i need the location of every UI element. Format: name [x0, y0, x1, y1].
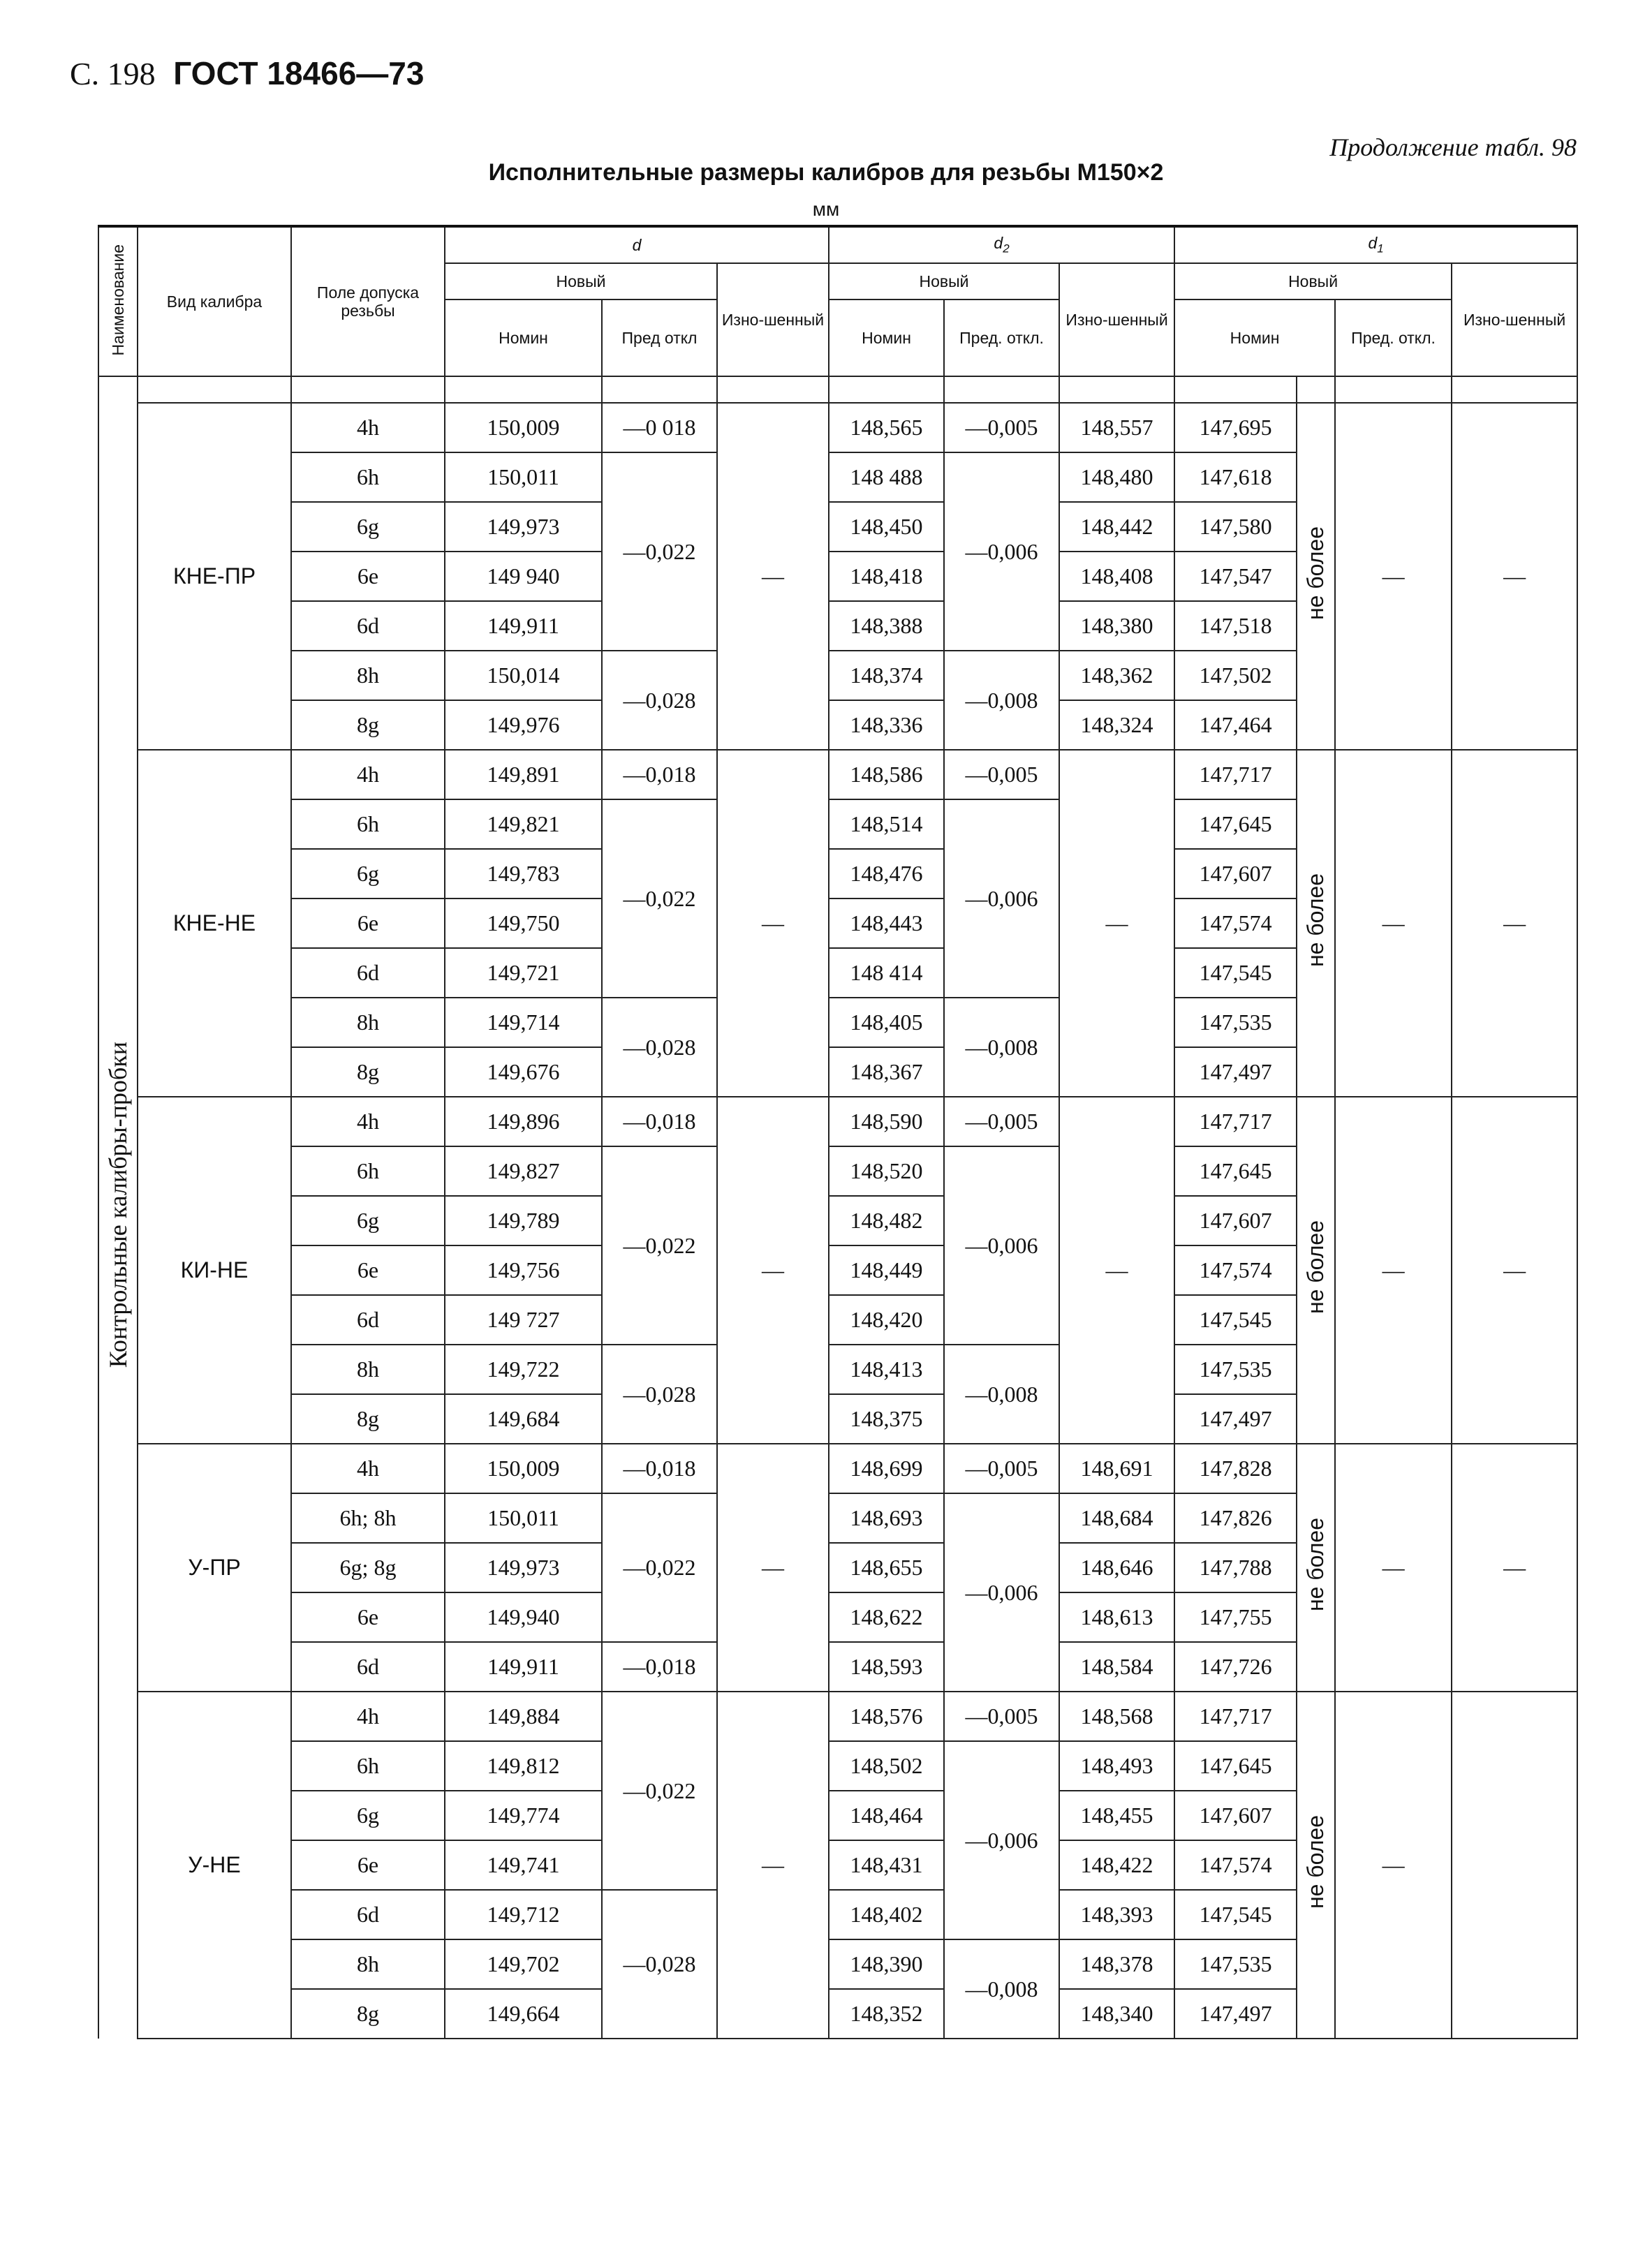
- not-more-note: [1297, 1444, 1335, 1692]
- d2-deviation: —0,008: [944, 998, 1059, 1097]
- table-row: [98, 1097, 1577, 1146]
- d1-worn: —: [1452, 403, 1577, 750]
- d-deviation: —0,028: [602, 651, 717, 750]
- d2-nominal-header: Номин: [829, 300, 944, 376]
- group-name-cell: [98, 376, 138, 2039]
- d2-subscript: 2: [1003, 242, 1010, 256]
- d2-nominal: 148,593: [829, 1642, 944, 1692]
- d-nominal: 149,789: [445, 1196, 602, 1245]
- d2-deviation: —0,008: [944, 651, 1059, 750]
- d2-nominal: 148,476: [829, 849, 944, 899]
- d1-deviation: —: [1335, 750, 1452, 1097]
- not-more-note: [1297, 1692, 1335, 2039]
- d-deviation: —0,028: [602, 1345, 717, 1444]
- d2-nominal: 148,520: [829, 1146, 944, 1196]
- d-deviation: —0,018: [602, 1642, 717, 1692]
- d2-worn: 148,480: [1059, 452, 1174, 502]
- spacer-cell: [1335, 376, 1452, 403]
- table-head: [98, 226, 1577, 376]
- d-nominal: 150,011: [445, 1493, 602, 1543]
- d1-new-header: Новый: [1174, 263, 1452, 300]
- not-more-label: не более: [1303, 1518, 1329, 1612]
- d2-deviation: —0,006: [944, 1493, 1059, 1692]
- d-nominal: 149 940: [445, 552, 602, 601]
- tolerance-field: 6d: [291, 1890, 445, 1939]
- tolerance-field: 4h: [291, 403, 445, 452]
- tolerance-field: 8g: [291, 1394, 445, 1444]
- d2-worn: 148,691: [1059, 1444, 1174, 1493]
- d2-worn: 148,568: [1059, 1692, 1174, 1741]
- d1-deviation: —: [1335, 1692, 1452, 2039]
- d2-nominal: 148,565: [829, 403, 944, 452]
- tolerance-field: 8h: [291, 1939, 445, 1989]
- d2-worn: 148,380: [1059, 601, 1174, 651]
- gauge-type: У-ПР: [138, 1444, 291, 1692]
- table-row: [98, 1444, 1577, 1493]
- col-gauge-type-header: Вид калибра: [138, 226, 291, 376]
- spacer-cell: [1297, 376, 1335, 403]
- d-deviation: —0,028: [602, 998, 717, 1097]
- not-more-label: не более: [1303, 1815, 1329, 1909]
- d2-symbol: d: [994, 234, 1003, 253]
- d-nominal: 149,741: [445, 1840, 602, 1890]
- d1-symbol: d: [1368, 234, 1378, 253]
- standard-number: ГОСТ 18466—73: [173, 55, 425, 91]
- d-nominal: 149,884: [445, 1692, 602, 1741]
- spacer-cell: [829, 376, 944, 403]
- d-nominal: 149,973: [445, 502, 602, 552]
- table-row: [98, 750, 1577, 799]
- d2-worn: 148,646: [1059, 1543, 1174, 1592]
- d-deviation-header: Пред откл: [602, 300, 717, 376]
- d-nominal: 149,976: [445, 700, 602, 750]
- tolerance-field: 6e: [291, 1592, 445, 1642]
- d1-nominal: 147,580: [1174, 502, 1297, 552]
- d-nominal: 149,821: [445, 799, 602, 849]
- tolerance-field: 6e: [291, 1245, 445, 1295]
- not-more-note: [1297, 1097, 1335, 1444]
- d2-deviation: —0,008: [944, 1345, 1059, 1444]
- d-deviation: —0,018: [602, 1444, 717, 1493]
- group-name: Контрольные калибры-пробки: [104, 1042, 132, 1368]
- d1-nominal: 147,717: [1174, 1692, 1297, 1741]
- d-nominal: 149,684: [445, 1394, 602, 1444]
- d1-nominal: 147,695: [1174, 403, 1297, 452]
- d-nominal: 149,676: [445, 1047, 602, 1097]
- d2-nominal: 148,375: [829, 1394, 944, 1444]
- d1-nominal: 147,618: [1174, 452, 1297, 502]
- d-nominal-header: Номин: [445, 300, 602, 376]
- d1-nominal: 147,726: [1174, 1642, 1297, 1692]
- table-row: [98, 403, 1577, 452]
- gauge-type: У-НЕ: [138, 1692, 291, 2039]
- d1-nominal: 147,607: [1174, 1791, 1297, 1840]
- d2-deviation: —0,005: [944, 750, 1059, 799]
- d2-worn: 148,442: [1059, 502, 1174, 552]
- d-nominal: 149,712: [445, 1890, 602, 1939]
- tolerance-field: 6d: [291, 1642, 445, 1692]
- d2-worn: 148,362: [1059, 651, 1174, 700]
- d1-nominal: 147,645: [1174, 1146, 1297, 1196]
- d1-nominal-header: Номин: [1174, 300, 1335, 376]
- page-number: С. 198: [70, 56, 156, 91]
- d2-deviation: —0,005: [944, 1692, 1059, 1741]
- d1-worn: —: [1452, 1097, 1577, 1444]
- spacer-cell: [291, 376, 445, 403]
- d2-deviation: —0,008: [944, 1939, 1059, 2039]
- d2-worn: 148,613: [1059, 1592, 1174, 1642]
- d2-nominal: 148,590: [829, 1097, 944, 1146]
- tolerance-field: 6g: [291, 1196, 445, 1245]
- d2-worn: 148,324: [1059, 700, 1174, 750]
- d2-nominal: 148,420: [829, 1295, 944, 1345]
- tolerance-field: 6d: [291, 1295, 445, 1345]
- d1-nominal: 147,826: [1174, 1493, 1297, 1543]
- d2-nominal: 148,374: [829, 651, 944, 700]
- not-more-note: [1297, 403, 1335, 750]
- tolerance-field: 6g: [291, 502, 445, 552]
- d-nominal: 149,827: [445, 1146, 602, 1196]
- d1-nominal: 147,535: [1174, 998, 1297, 1047]
- d1-worn-header: Изно-шенный: [1452, 263, 1577, 376]
- d1-nominal: 147,545: [1174, 948, 1297, 998]
- d-worn-header: Изно-шенный: [717, 263, 829, 376]
- tolerance-field: 4h: [291, 1444, 445, 1493]
- d2-deviation: —0,006: [944, 1146, 1059, 1345]
- d2-nominal: 148 414: [829, 948, 944, 998]
- d-nominal: 149,750: [445, 899, 602, 948]
- d1-nominal: 147,574: [1174, 1245, 1297, 1295]
- d2-worn: 148,340: [1059, 1989, 1174, 2039]
- d1-nominal: 147,497: [1174, 1989, 1297, 2039]
- d1-worn: —: [1452, 750, 1577, 1097]
- d1-nominal: 147,717: [1174, 1097, 1297, 1146]
- d2-new-header: Новый: [829, 263, 1059, 300]
- tolerance-field: 6g: [291, 849, 445, 899]
- d1-nominal: 147,545: [1174, 1295, 1297, 1345]
- tolerance-field: 8g: [291, 1047, 445, 1097]
- d-deviation: —0,022: [602, 1493, 717, 1642]
- d1-nominal: 147,645: [1174, 1741, 1297, 1791]
- tolerance-field: 4h: [291, 750, 445, 799]
- d-nominal: 149,722: [445, 1345, 602, 1394]
- col-d2-header: [829, 226, 1174, 263]
- d2-deviation: —0,006: [944, 799, 1059, 998]
- not-more-label: не более: [1303, 526, 1329, 621]
- d2-worn: —: [1059, 1097, 1174, 1444]
- d1-nominal: 147,645: [1174, 799, 1297, 849]
- d1-nominal: 147,717: [1174, 750, 1297, 799]
- d2-worn: 148,493: [1059, 1741, 1174, 1791]
- d2-nominal: 148,431: [829, 1840, 944, 1890]
- tolerance-field: 6h: [291, 1741, 445, 1791]
- d-deviation: —0 018: [602, 403, 717, 452]
- gauge-type: КНЕ-ПР: [138, 403, 291, 750]
- d2-nominal: 148,413: [829, 1345, 944, 1394]
- d1-subscript: 1: [1377, 242, 1384, 256]
- d-nominal: 149,891: [445, 750, 602, 799]
- d1-deviation-header: Пред. откл.: [1335, 300, 1452, 376]
- d2-worn: 148,422: [1059, 1840, 1174, 1890]
- d2-nominal: 148,514: [829, 799, 944, 849]
- d1-nominal: 147,755: [1174, 1592, 1297, 1642]
- tolerance-field: 8h: [291, 1345, 445, 1394]
- d2-nominal: 148,336: [829, 700, 944, 750]
- d1-nominal: 147,574: [1174, 1840, 1297, 1890]
- d2-deviation: —0,005: [944, 1444, 1059, 1493]
- d1-nominal: 147,464: [1174, 700, 1297, 750]
- d-worn: —: [717, 750, 829, 1097]
- spacer-cell: [138, 376, 291, 403]
- d-deviation: —0,028: [602, 1890, 717, 2039]
- d-nominal: 150,009: [445, 1444, 602, 1493]
- d-worn: —: [717, 1097, 829, 1444]
- d2-deviation: —0,006: [944, 452, 1059, 651]
- tolerance-field: 6h: [291, 1146, 445, 1196]
- tolerance-field: 6h; 8h: [291, 1493, 445, 1543]
- d-nominal: 149,774: [445, 1791, 602, 1840]
- d-deviation: —0,018: [602, 1097, 717, 1146]
- d2-worn: 148,584: [1059, 1642, 1174, 1692]
- col-name-label: Наименование: [108, 244, 127, 355]
- d-nominal: 149 727: [445, 1295, 602, 1345]
- d1-worn: —: [1452, 1444, 1577, 1692]
- d1-deviation: —: [1335, 1097, 1452, 1444]
- spacer-cell: [602, 376, 717, 403]
- d-worn: —: [717, 1692, 829, 2039]
- spacer-cell: [445, 376, 602, 403]
- d2-nominal: 148,655: [829, 1543, 944, 1592]
- col-d1-header: [1174, 226, 1577, 263]
- tolerance-field: 8g: [291, 1989, 445, 2039]
- d2-worn: 148,408: [1059, 552, 1174, 601]
- tolerance-field: 6d: [291, 601, 445, 651]
- tolerance-field: 6h: [291, 799, 445, 849]
- d-deviation: —0,022: [602, 452, 717, 651]
- d1-nominal: 147,535: [1174, 1939, 1297, 1989]
- d-deviation: —0,022: [602, 799, 717, 998]
- d2-nominal: 148,482: [829, 1196, 944, 1245]
- d-deviation: —0,022: [602, 1692, 717, 1890]
- d2-deviation: —0,005: [944, 1097, 1059, 1146]
- gauge-type: КНЕ-НЕ: [138, 750, 291, 1097]
- table-continuation: Продолжение табл. 98: [1329, 133, 1577, 161]
- d-nominal: 149,756: [445, 1245, 602, 1295]
- d2-nominal: 148,576: [829, 1692, 944, 1741]
- d1-nominal: 147,497: [1174, 1047, 1297, 1097]
- tolerance-field: 6e: [291, 1840, 445, 1890]
- d2-worn: 148,684: [1059, 1493, 1174, 1543]
- not-more-note: [1297, 750, 1335, 1097]
- d1-nominal: 147,788: [1174, 1543, 1297, 1592]
- tolerance-field: 8h: [291, 998, 445, 1047]
- not-more-label: не более: [1303, 873, 1329, 968]
- spacer-cell: [1452, 376, 1577, 403]
- table-caption: Исполнительные размеры калибров для резьбы М150×2: [488, 159, 1164, 186]
- d2-nominal: 148,586: [829, 750, 944, 799]
- tolerance-field: 6h: [291, 452, 445, 502]
- d2-nominal: 148,390: [829, 1939, 944, 1989]
- d-nominal: 149,783: [445, 849, 602, 899]
- spacer-row: [98, 376, 1577, 403]
- d2-nominal: 148,418: [829, 552, 944, 601]
- d2-nominal: 148,502: [829, 1741, 944, 1791]
- tolerance-field: 8h: [291, 651, 445, 700]
- d2-nominal: 148,449: [829, 1245, 944, 1295]
- d2-nominal: 148,443: [829, 899, 944, 948]
- d-nominal: 149,714: [445, 998, 602, 1047]
- col-d-header: d: [445, 226, 829, 263]
- tolerance-field: 4h: [291, 1097, 445, 1146]
- d-nominal: 149,940: [445, 1592, 602, 1642]
- d-nominal: 149,911: [445, 601, 602, 651]
- d1-deviation: —: [1335, 403, 1452, 750]
- tolerance-field: 8g: [291, 700, 445, 750]
- d2-worn: 148,455: [1059, 1791, 1174, 1840]
- d-worn: —: [717, 403, 829, 750]
- d1-nominal: 147,828: [1174, 1444, 1297, 1493]
- table-row: [98, 1692, 1577, 1741]
- spacer-cell: [1174, 376, 1297, 403]
- d1-deviation: —: [1335, 1444, 1452, 1692]
- d-worn: —: [717, 1444, 829, 1692]
- d2-worn: 148,378: [1059, 1939, 1174, 1989]
- tolerance-field: 6g; 8g: [291, 1543, 445, 1592]
- d2-nominal: 148,464: [829, 1791, 944, 1840]
- d2-worn-header: Изно-шенный: [1059, 263, 1174, 376]
- d-nominal: 149,812: [445, 1741, 602, 1791]
- d1-nominal: 147,574: [1174, 899, 1297, 948]
- d-deviation: —0,018: [602, 750, 717, 799]
- d1-nominal: 147,535: [1174, 1345, 1297, 1394]
- gauge-dimensions-table: [98, 225, 1578, 2039]
- table-body: [98, 376, 1577, 2039]
- tolerance-field: 4h: [291, 1692, 445, 1741]
- d-nominal: 149,973: [445, 1543, 602, 1592]
- col-tolerance-field-header: Поле допуска резьбы: [291, 226, 445, 376]
- d1-worn: [1452, 1692, 1577, 2039]
- units-label: мм: [812, 198, 840, 220]
- d2-deviation-header: Пред. откл.: [944, 300, 1059, 376]
- col-name-header: [98, 226, 138, 376]
- d-nominal: 149,721: [445, 948, 602, 998]
- d-deviation: —0,022: [602, 1146, 717, 1345]
- spacer-cell: [944, 376, 1059, 403]
- d2-nominal: 148,388: [829, 601, 944, 651]
- d2-nominal: 148,405: [829, 998, 944, 1047]
- d2-nominal: 148,402: [829, 1890, 944, 1939]
- d2-worn: —: [1059, 750, 1174, 1097]
- gauge-type: КИ-НЕ: [138, 1097, 291, 1444]
- spacer-cell: [717, 376, 829, 403]
- not-more-label: не более: [1303, 1220, 1329, 1315]
- tolerance-field: 6e: [291, 899, 445, 948]
- d-nominal: 150,011: [445, 452, 602, 502]
- d1-nominal: 147,607: [1174, 1196, 1297, 1245]
- tolerance-field: 6d: [291, 948, 445, 998]
- d2-nominal: 148,367: [829, 1047, 944, 1097]
- d2-deviation: —0,006: [944, 1741, 1059, 1939]
- page-header: [70, 54, 424, 92]
- spacer-cell: [1059, 376, 1174, 403]
- d-nominal: 149,702: [445, 1939, 602, 1989]
- d-nominal: 149,911: [445, 1642, 602, 1692]
- d1-nominal: 147,518: [1174, 601, 1297, 651]
- d1-nominal: 147,545: [1174, 1890, 1297, 1939]
- d2-deviation: —0,005: [944, 403, 1059, 452]
- d-nominal: 150,014: [445, 651, 602, 700]
- d-nominal: 149,664: [445, 1989, 602, 2039]
- d-nominal: 150,009: [445, 403, 602, 452]
- d2-nominal: 148,450: [829, 502, 944, 552]
- d2-nominal: 148,693: [829, 1493, 944, 1543]
- d-new-header: Новый: [445, 263, 717, 300]
- d1-nominal: 147,547: [1174, 552, 1297, 601]
- d1-nominal: 147,607: [1174, 849, 1297, 899]
- d1-nominal: 147,502: [1174, 651, 1297, 700]
- d2-worn: 148,393: [1059, 1890, 1174, 1939]
- d2-nominal: 148,352: [829, 1989, 944, 2039]
- d1-nominal: 147,497: [1174, 1394, 1297, 1444]
- tolerance-field: 6g: [291, 1791, 445, 1840]
- tolerance-field: 6e: [291, 552, 445, 601]
- d-nominal: 149,896: [445, 1097, 602, 1146]
- d2-nominal: 148,622: [829, 1592, 944, 1642]
- d2-worn: 148,557: [1059, 403, 1174, 452]
- d2-nominal: 148 488: [829, 452, 944, 502]
- d2-nominal: 148,699: [829, 1444, 944, 1493]
